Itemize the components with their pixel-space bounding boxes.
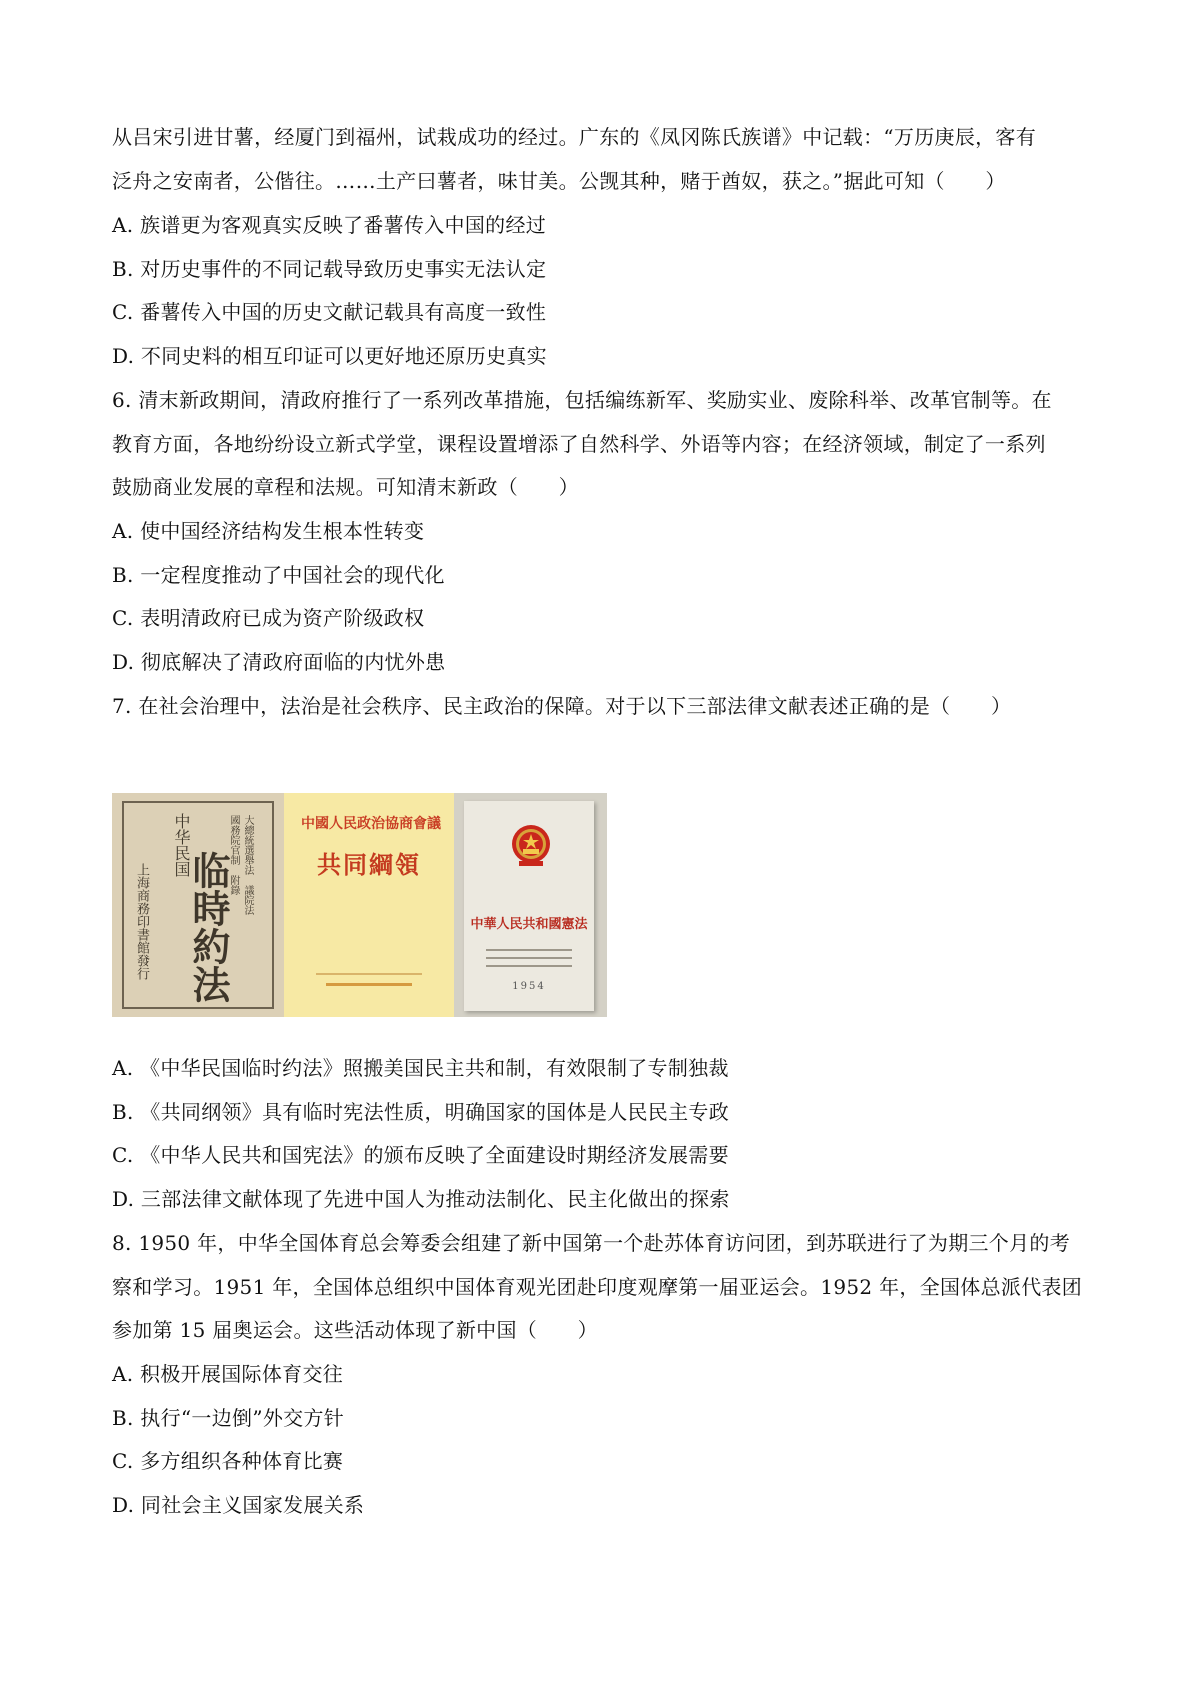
q7-documents-figure (112, 793, 607, 1017)
q8-option-a: A. 积极开展国际体育交往 (112, 1362, 344, 1386)
q8-stem-line-1: 8. 1950 年，中华全国体育总会筹委会组建了新中国第一个赴苏体育访问团，到苏联进行了为期三个月的考 (112, 1231, 1070, 1255)
q5-option-d: D. 不同史料的相互印证可以更好地还原历史真实 (112, 344, 547, 368)
provisional-constitution-cover (112, 793, 286, 1017)
q6-stem-line-2: 教育方面，各地纷纷设立新式学堂，课程设置增添了自然科学、外语等内容；在经济领域，制定了一系列 (112, 432, 1046, 456)
constitution-1954-cover (454, 793, 607, 1017)
q7-option-d: D. 三部法律文献体现了先进中国人为推动法制化、民主化做出的探索 (112, 1187, 730, 1211)
q7-option-c: C. 《中华人民共和国宪法》的颁布反映了全面建设时期经济发展需要 (112, 1143, 729, 1167)
q6-option-c: C. 表明清政府已成为资产阶级政权 (112, 606, 425, 630)
common-program-cover (284, 793, 454, 1017)
q8-stem-line-3: 参加第 15 届奥运会。这些活动体现了新中国（ ） (112, 1318, 598, 1342)
q8-option-c: C. 多方组织各种体育比赛 (112, 1449, 344, 1473)
q8-stem-line-2: 察和学习。1951 年，全国体总组织中国体育观光团赴印度观摩第一届亚运会。1952 年，全国体总派代表团 (112, 1275, 1083, 1299)
q5-option-b: B. 对历史事件的不同记载导致历史事实无法认定 (112, 257, 547, 281)
national-emblem-icon (510, 823, 552, 869)
q5-stem-line-2: 泛舟之安南者，公偕往。……土产曰薯者，味甘美。公觊其种，赌于酋奴，获之。”据此可知（ ） (112, 169, 1006, 193)
q8-option-b: B. 执行“一边倒”外交方针 (112, 1406, 345, 1430)
q7-option-a: A. 《中华民国临时约法》照搬美国民主共和制，有效限制了专制独裁 (112, 1056, 729, 1080)
q5-option-c: C. 番薯传入中国的历史文献记载具有高度一致性 (112, 300, 547, 324)
doc2-header: 中國人民政治協商會議 (301, 816, 441, 832)
q6-option-a: A. 使中国经济结构发生根本性转变 (112, 519, 425, 543)
q5-stem-line-1: 从吕宋引进甘薯，经厦门到福州，试栽成功的经过。广东的《凤冈陈氏族谱》中记载：“万历庚辰，客有 (112, 125, 1037, 149)
doc1-side-text-2: 國務院官制 附錄 (228, 815, 239, 895)
q6-option-d: D. 彻底解决了清政府面临的内忧外患 (112, 650, 446, 674)
doc3-year: 1954 (512, 981, 546, 992)
doc1-publisher: 上海商務印書館發行 (134, 863, 149, 980)
q6-stem-line-1: 6. 清末新政期间，清政府推行了一系列改革措施，包括编练新军、奖励实业、废除科举、改革官制等。在 (112, 388, 1052, 412)
q7-option-b: B. 《共同纲领》具有临时宪法性质，明确国家的国体是人民民主专政 (112, 1100, 730, 1124)
q6-stem-line-3: 鼓励商业发展的章程和法规。可知清末新政（ ） (112, 475, 579, 499)
doc1-title: 临時約法 (186, 851, 231, 1003)
q7-stem-line-1: 7. 在社会治理中，法治是社会秩序、民主政治的保障。对于以下三部法律文献表述正确的是（ ） (112, 694, 1012, 718)
q8-option-d: D. 同社会主义国家发展关系 (112, 1493, 365, 1517)
doc1-header: 中华民国 (172, 813, 191, 877)
doc1-side-text: 大總統選舉法 議院法 (242, 815, 253, 915)
doc2-title: 共同綱領 (317, 851, 421, 879)
doc3-title: 中華人民共和國憲法 (470, 917, 588, 932)
q6-option-b: B. 一定程度推动了中国社会的现代化 (112, 563, 445, 587)
q5-option-a: A. 族谱更为客观真实反映了番薯传入中国的经过 (112, 213, 547, 237)
